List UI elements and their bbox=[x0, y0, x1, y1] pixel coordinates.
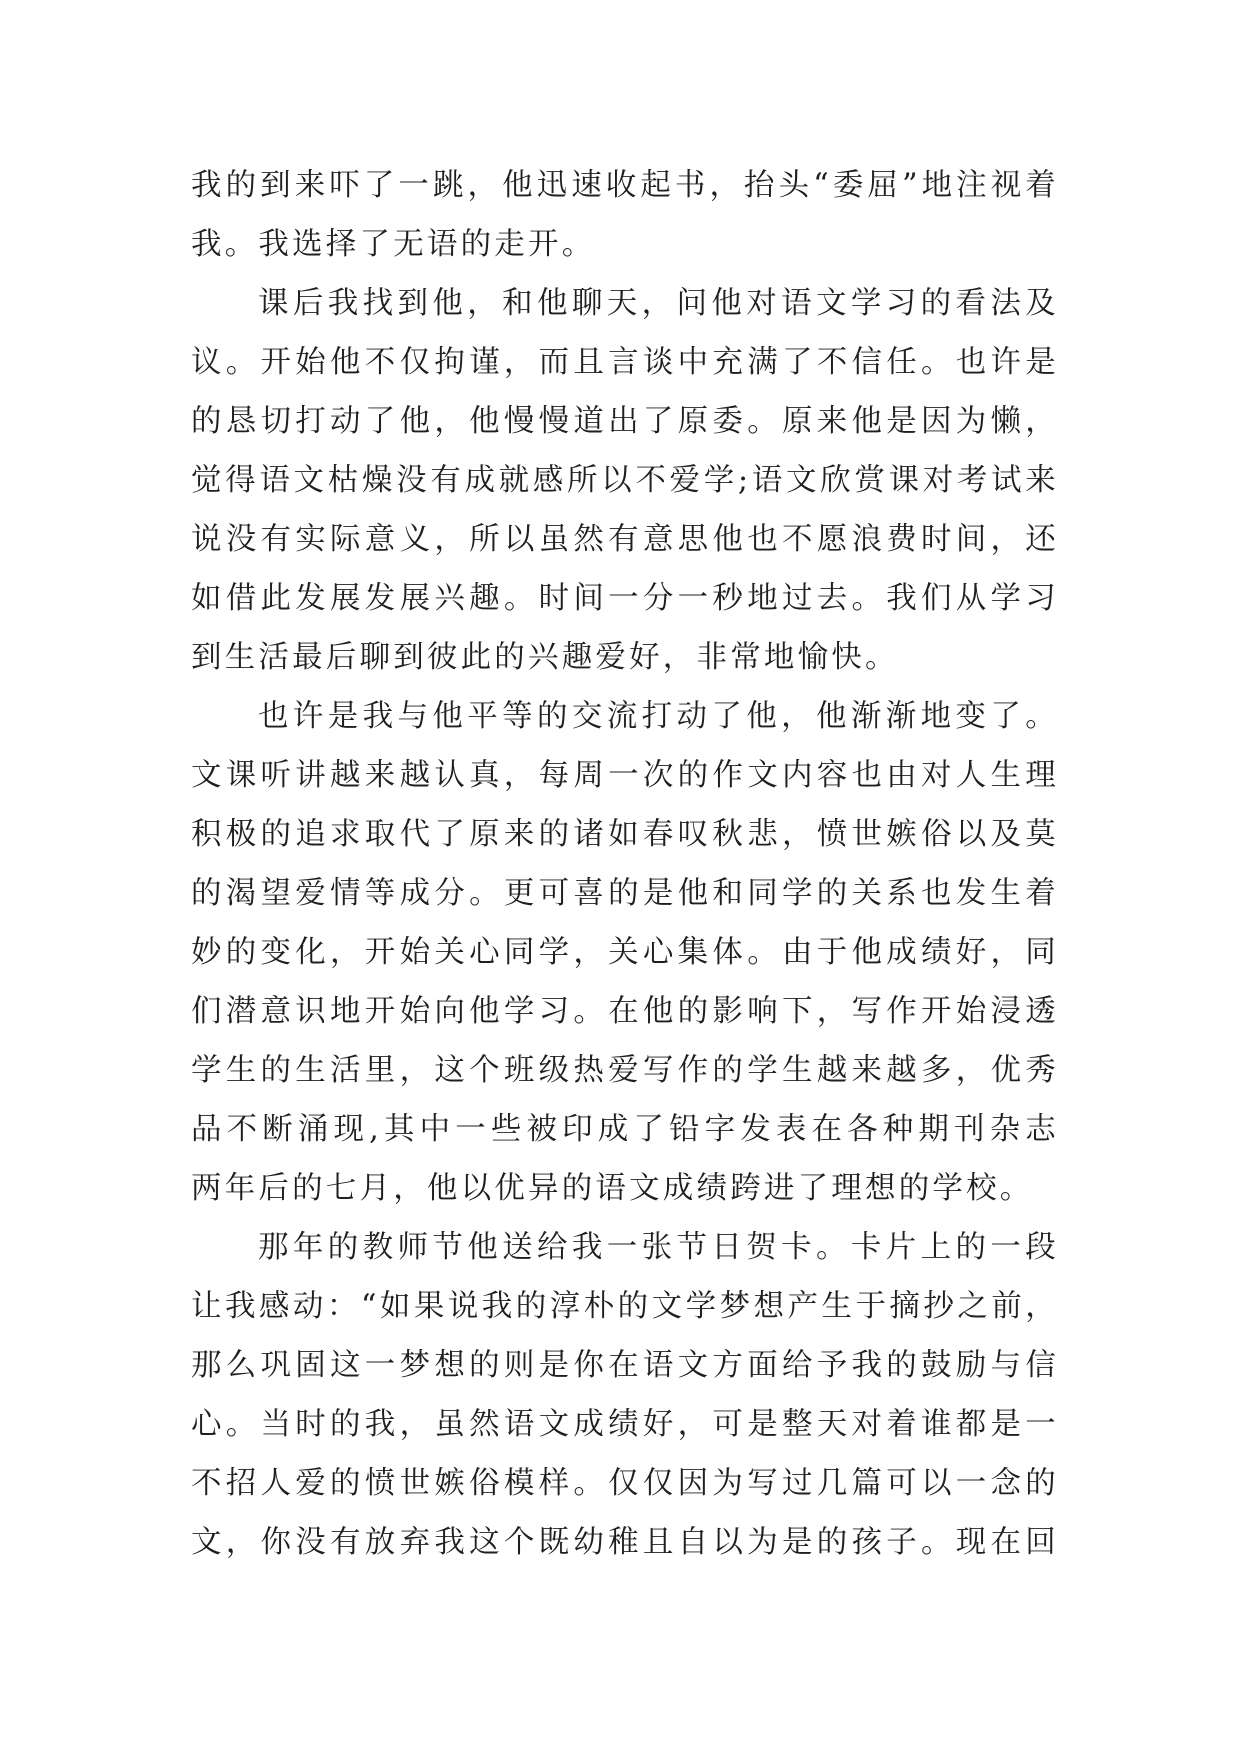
text-line: 文，你没有放弃我这个既幼稚且自以为是的孩子。现在回 bbox=[191, 1525, 1059, 1560]
text-line: 让我感动：“如果说我的淳朴的文学梦想产生于摘抄之前， bbox=[191, 1289, 1059, 1324]
document-body bbox=[191, 156, 1059, 1572]
paragraph-first-line: 那年的教师节他送给我一张节日贺卡。卡片上的一段 bbox=[258, 1230, 1059, 1265]
text-line: 到生活最后聊到彼此的兴趣爱好，非常地愉快。 bbox=[191, 640, 899, 675]
text-line: 不招人爱的愤世嫉俗模样。仅仅因为写过几篇可以一念的 bbox=[191, 1466, 1059, 1501]
text-line: 们潜意识地开始向他学习。在他的影响下，写作开始浸透 bbox=[191, 994, 1059, 1029]
text-line: 我。我选择了无语的走开。 bbox=[191, 227, 596, 262]
text-line: 心。当时的我，虽然语文成绩好，可是整天对着谁都是一 bbox=[191, 1407, 1059, 1442]
text-line: 文课听讲越来越认真，每周一次的作文内容也由对人生理 bbox=[191, 758, 1059, 793]
text-line: 的恳切打动了他，他慢慢道出了原委。原来他是因为懒， bbox=[191, 404, 1059, 439]
text-line: 学生的生活里，这个班级热爱写作的学生越来越多，优秀 bbox=[191, 1053, 1059, 1088]
paragraph-first-line: 也许是我与他平等的交流打动了他，他渐渐地变了。 bbox=[258, 699, 1059, 734]
paragraph-first-line: 课后我找到他，和他聊天，问他对语文学习的看法及 bbox=[258, 286, 1059, 321]
text-line: 品不断涌现,其中一些被印成了铅字发表在各种期刊杂志 bbox=[191, 1112, 1059, 1147]
text-line: 觉得语文枯燥没有成就感所以不爱学;语文欣赏课对考试来 bbox=[191, 463, 1059, 498]
text-line: 妙的变化，开始关心同学，关心集体。由于他成绩好，同 bbox=[191, 935, 1059, 970]
text-line: 积极的追求取代了原来的诸如春叹秋悲，愤世嫉俗以及莫 bbox=[191, 817, 1059, 852]
text-line: 那么巩固这一梦想的则是你在语文方面给予我的鼓励与信 bbox=[191, 1348, 1059, 1383]
text-line: 的渴望爱情等成分。更可喜的是他和同学的关系也发生着 bbox=[191, 876, 1059, 911]
text-line: 说没有实际意义，所以虽然有意思他也不愿浪费时间，还 bbox=[191, 522, 1059, 557]
text-line: 议。开始他不仅拘谨，而且言谈中充满了不信任。也许是 bbox=[191, 345, 1059, 380]
text-line: 如借此发展发展兴趣。时间一分一秒地过去。我们从学习 bbox=[191, 581, 1059, 616]
text-line: 我的到来吓了一跳，他迅速收起书，抬头“委屈”地注视着 bbox=[191, 168, 1059, 203]
text-line: 两年后的七月，他以优异的语文成绩跨进了理想的学校。 bbox=[191, 1171, 1034, 1206]
